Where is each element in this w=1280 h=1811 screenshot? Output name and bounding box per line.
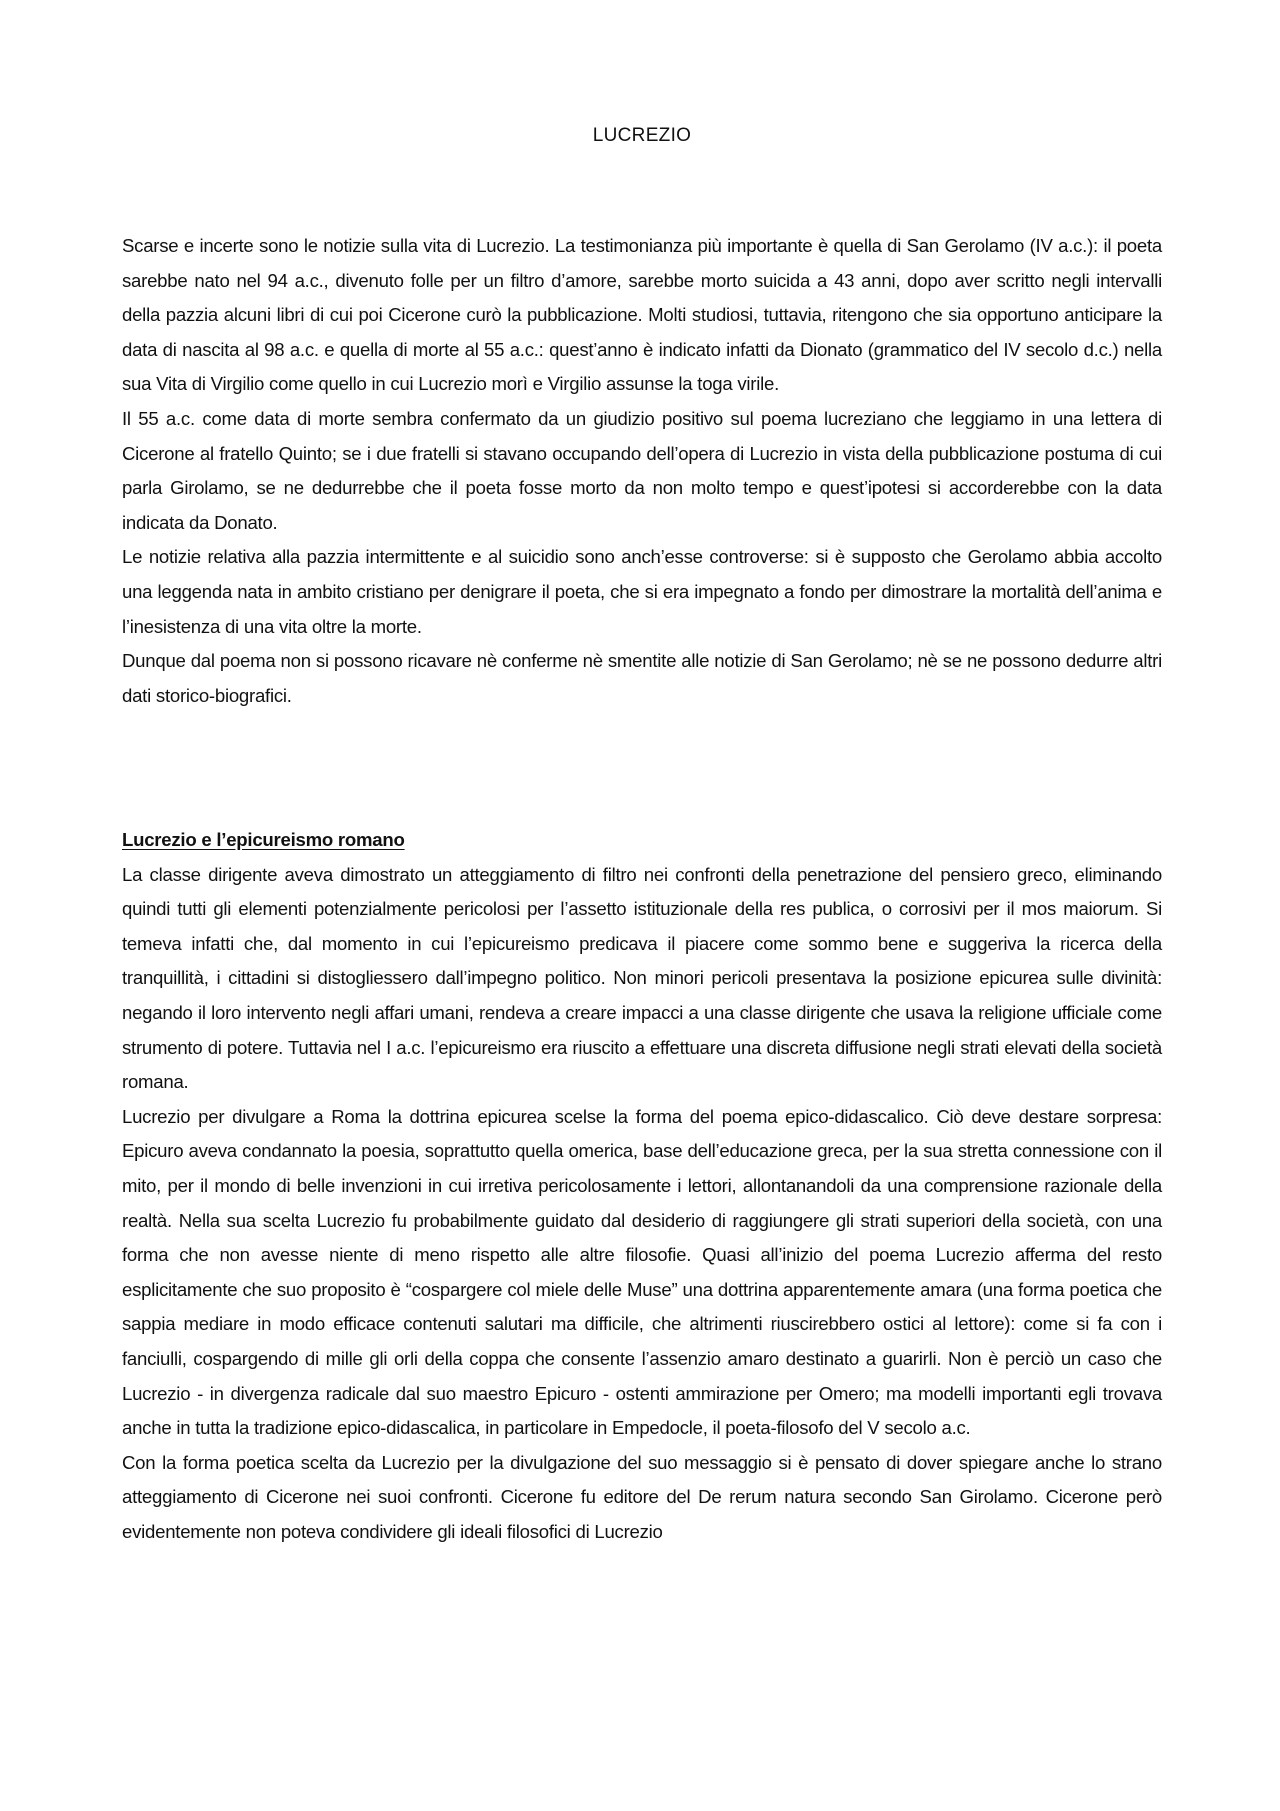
paragraph: Le notizie relativa alla pazzia intermittente e al suicidio sono anch’esse controverse: si è supposto che Gerolamo abbia accolto una leggenda nata in ambito cristiano per denigrare il poeta, che si era impegnato a fondo per dimostrare la mortalità dell’anima e l’inesistenza di una vita oltre la morte.: [122, 546, 1162, 637]
epicureismo-section: [122, 823, 1162, 1549]
paragraph: Dunque dal poema non si possono ricavare nè conferme nè smentite alle notizie di San Gerolamo; nè se ne possono dedurre altri dati storico-biografici.: [122, 650, 1162, 706]
paragraph: Lucrezio per divulgare a Roma la dottrina epicurea scelse la forma del poema epico-didascalico. Ciò deve destare sorpresa: Epicuro aveva condannato la poesia, soprattutto quella omerica, base dell’educazione greca, per la sua stretta connessione con il mito, per il mondo di belle invenzioni in cui irretiva pericolosamente i lettori, allontanandoli da una comprensione razionale della realtà. Nella sua scelta Lucrezio fu probabilmente guidato dal desiderio di raggiungere gli strati superiori della società, con una forma che non avesse niente di meno rispetto alle altre filosofie. Quasi all’inizio del poema Lucrezio afferma del resto esplicitamente che suo proposito è “cospargere col miele delle Muse” una dottrina apparentemente amara (una forma poetica che sappia mediare in modo efficace contenuti salutari ma difficile, che altrimenti riuscirebbero ostici al lettore): come si fa con i fanciulli, cospargendo di mille gli orli della coppa che consente l’assenzio amaro destinato a guarirli. Non è perciò un caso che Lucrezio - in divergenza radicale dal suo maestro Epicuro - ostenti ammirazione per Omero; ma modelli importanti egli trovava anche in tutta la tradizione epico-didascalica, in particolare in Empedocle, il poeta-filosofo del V secolo a.c.: [122, 1105, 1162, 1439]
intro-section: [122, 229, 1162, 713]
section-heading: Lucrezio e l’epicureismo romano: [122, 829, 405, 850]
paragraph: La classe dirigente aveva dimostrato un atteggiamento di filtro nei confronti della penetrazione del pensiero greco, eliminando quindi tutti gli elementi potenzialmente pericolosi per l’assetto istituzionale della res publica, o corrosivi per il mos maiorum. Si temeva infatti che, dal momento in cui l’epicureismo predicava il piacere come sommo bene e suggeriva la ricerca della tranquillità, i cittadini si distogliessero dall’impegno politico. Non minori pericoli presentava la posizione epicurea sulle divinità: negando il loro intervento negli affari umani, rendeva a creare impacci a una classe dirigente che usava la religione ufficiale come strumento di potere. Tuttavia nel I a.c. l’epicureismo era riuscito a effettuare una discreta diffusione negli strati elevati della società romana.: [122, 863, 1162, 1093]
document-title: LUCREZIO: [592, 125, 692, 146]
paragraph: Con la forma poetica scelta da Lucrezio per la divulgazione del suo messaggio si è pensato di dover spiegare anche lo strano atteggiamento di Cicerone nei suoi confronti. Cicerone fu editore del De rerum natura secondo San Girolamo. Cicerone però evidentemente non poteva condividere gli ideali filosofici di Lucrezio: [122, 1451, 1162, 1542]
paragraph: Scarse e incerte sono le notizie sulla vita di Lucrezio. La testimonianza più importante è quella di San Gerolamo (IV a.c.): il poeta sarebbe nato nel 94 a.c., divenuto folle per un filtro d’amore, sarebbe morto suicida a 43 anni, dopo aver scritto negli intervalli della pazzia alcuni libri di cui poi Cicerone curò la pubblicazione. Molti studiosi, tuttavia, ritengono che sia opportuno anticipare la data di nascita al 98 a.c. e quella di morte al 55 a.c.: quest’anno è indicato infatti da Dionato (grammatico del IV secolo d.c.) nella sua Vita di Virgilio come quello in cui Lucrezio morì e Virgilio assunse la toga virile.: [122, 235, 1162, 395]
paragraph: Il 55 a.c. come data di morte sembra confermato da un giudizio positivo sul poema lucreziano che leggiamo in una lettera di Cicerone al fratello Quinto; se i due fratelli si stavano occupando dell’opera di Lucrezio in vista della pubblicazione postuma di cui parla Girolamo, se ne dedurrebbe che il poeta fosse morto da non molto tempo e quest’ipotesi si accorderebbe con la data indicata da Donato.: [122, 407, 1162, 533]
